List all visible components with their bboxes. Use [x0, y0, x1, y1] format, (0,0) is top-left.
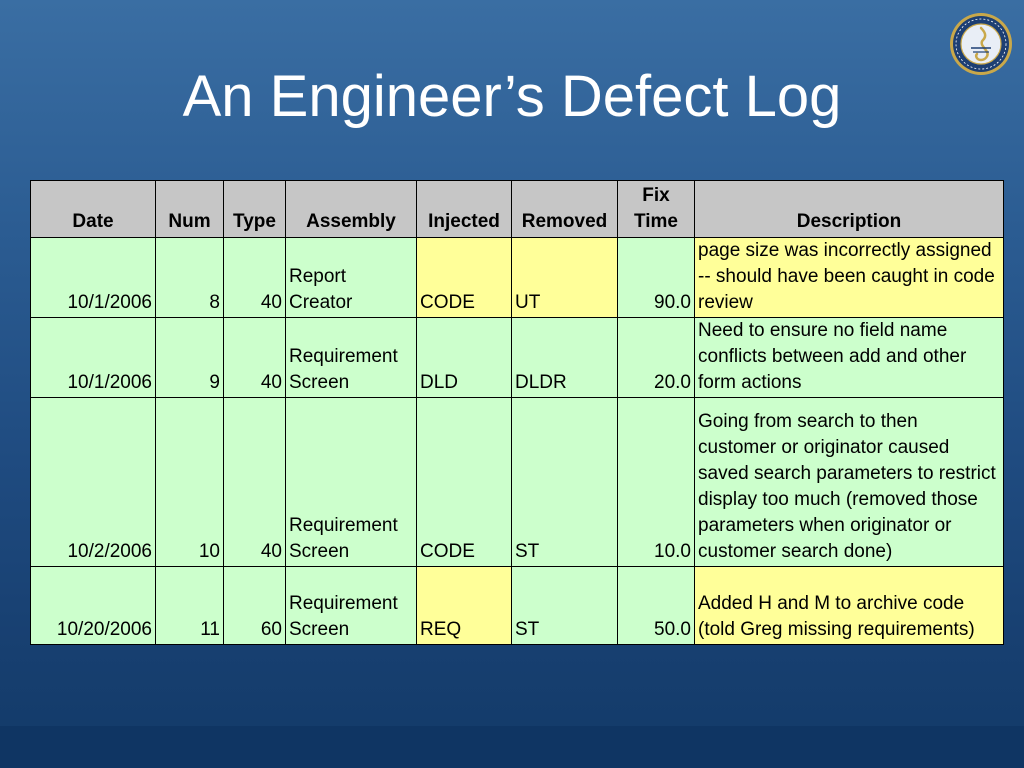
- header-assembly: Assembly: [286, 181, 417, 238]
- header-description: Description: [695, 181, 1004, 238]
- cell-assembly-line1: Requirement: [289, 346, 398, 367]
- cell-assembly: [286, 567, 417, 645]
- cell-date: 10/2/2006: [31, 398, 156, 567]
- cell-num: 8: [156, 238, 224, 318]
- header-fix-time-line2: Time: [633, 211, 678, 232]
- cell-injected: CODE: [417, 398, 512, 567]
- cell-assembly-line2: Creator: [289, 292, 353, 313]
- cell-date: 10/20/2006: [31, 567, 156, 645]
- cell-assembly: [286, 318, 417, 398]
- cell-assembly: [286, 238, 417, 318]
- cell-assembly-line2: Screen: [289, 541, 350, 562]
- cell-assembly-line2: Screen: [289, 619, 350, 640]
- header-fix-time-line1: Fix: [642, 185, 670, 206]
- cell-date: 10/1/2006: [31, 238, 156, 318]
- footer-band: [0, 726, 1024, 768]
- cell-date: 10/1/2006: [31, 318, 156, 398]
- cell-assembly-line2: Screen: [289, 372, 350, 393]
- cell-removed: ST: [512, 567, 618, 645]
- cell-description-text: page size was incorrectly assigned -- should have been caught in code review: [698, 240, 995, 313]
- cell-fix-time: 50.0: [618, 567, 695, 645]
- table-row: [31, 318, 1004, 398]
- cell-fix-time: 10.0: [618, 398, 695, 567]
- cell-description: [695, 318, 1004, 398]
- header-removed: Removed: [512, 181, 618, 238]
- cell-fix-time: 20.0: [618, 318, 695, 398]
- cell-description-text: Added H and M to archive code (told Greg missing requirements): [698, 593, 975, 640]
- header-type: Type: [224, 181, 286, 238]
- cell-type: 40: [224, 238, 286, 318]
- cell-type: 40: [224, 318, 286, 398]
- cell-removed: UT: [512, 238, 618, 318]
- cell-num: 11: [156, 567, 224, 645]
- cell-description-text: Going from search to then customer or originator caused saved search parameters to restrict display too much (removed those parameters when originator or customer search done): [698, 411, 996, 562]
- cell-assembly: [286, 398, 417, 567]
- cell-description: [695, 238, 1004, 318]
- cell-removed: ST: [512, 398, 618, 567]
- cell-assembly-line1: Requirement: [289, 515, 398, 536]
- navy-seal-logo: [949, 12, 1013, 76]
- cell-num: 9: [156, 318, 224, 398]
- cell-fix-time: 90.0: [618, 238, 695, 318]
- cell-num: 10: [156, 398, 224, 567]
- slide-title: An Engineer’s Defect Log: [182, 64, 842, 129]
- header-date: Date: [31, 181, 156, 238]
- cell-injected: REQ: [417, 567, 512, 645]
- cell-description: [695, 398, 1004, 567]
- cell-injected: DLD: [417, 318, 512, 398]
- header-num: Num: [156, 181, 224, 238]
- cell-assembly-line1: Report: [289, 266, 347, 287]
- header-fix-time: [618, 181, 695, 238]
- header-injected: Injected: [417, 181, 512, 238]
- defect-log-table: [30, 180, 1004, 645]
- table-header-row: [31, 181, 1004, 238]
- cell-removed: DLDR: [512, 318, 618, 398]
- cell-assembly-line1: Requirement: [289, 593, 398, 614]
- cell-injected: CODE: [417, 238, 512, 318]
- cell-type: 40: [224, 398, 286, 567]
- cell-description-text: Need to ensure no field name conflicts between add and other form actions: [698, 320, 967, 393]
- table-row: [31, 567, 1004, 645]
- cell-description: [695, 567, 1004, 645]
- table-row: [31, 238, 1004, 318]
- table-row: [31, 398, 1004, 567]
- cell-type: 60: [224, 567, 286, 645]
